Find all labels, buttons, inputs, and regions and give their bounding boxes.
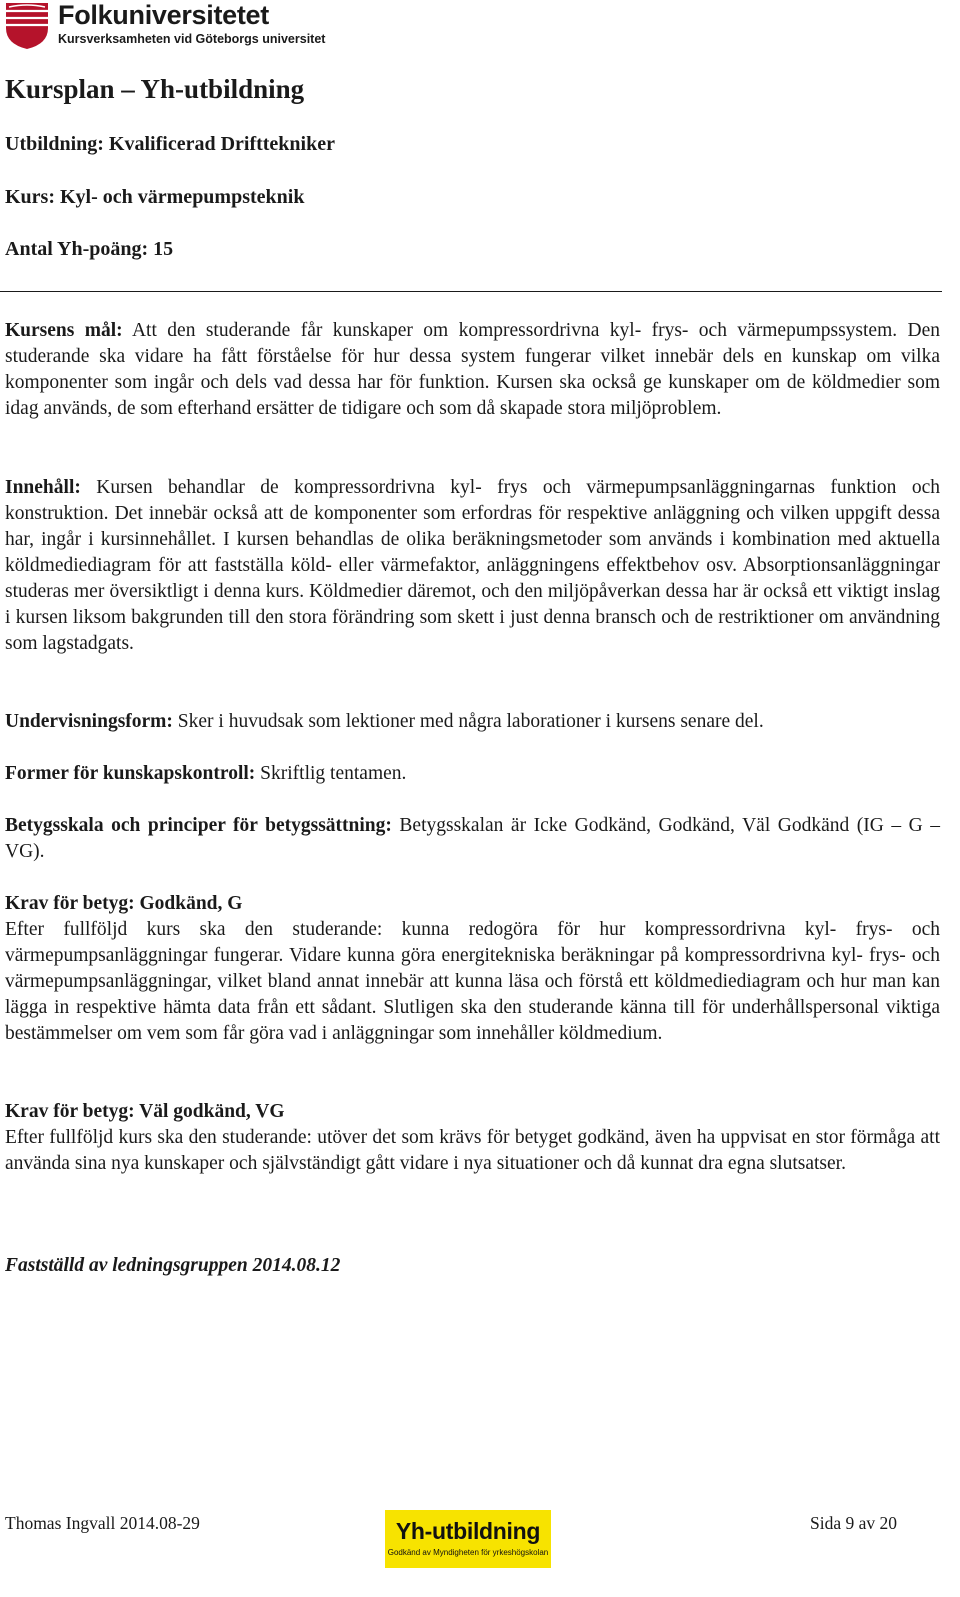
betygsskala-paragraph <box>5 813 940 865</box>
footer-author-date: Thomas Ingvall 2014.08-29 <box>5 1513 200 1533</box>
yh-utbildning-logo <box>385 1510 551 1568</box>
faststalld-note: Fastställd av ledningsgruppen 2014.08.12 <box>5 1255 341 1276</box>
page-number: Sida 9 av 20 <box>809 1513 897 1533</box>
kunskapskontroll-paragraph <box>5 761 940 787</box>
undervisningsform-paragraph <box>5 709 940 735</box>
kunskapskontroll-text: Skriftlig tentamen. <box>255 763 407 784</box>
innehall-label: Innehåll: <box>5 477 81 498</box>
undervisningsform-text: Sker i huvudsak som lektioner med några laborationer i kursens senare del. <box>172 711 764 732</box>
krav-godkand-heading: Krav för betyg: Godkänd, G <box>5 893 243 914</box>
kursens-mal-label: Kursens mål: <box>5 320 123 341</box>
document-title: Kursplan – Yh-utbildning <box>5 74 305 104</box>
krav-godkand-text: Efter fullföljd kurs ska den studerande: kunna redogöra för hur kompressordrivna kyl- frys- och värmepumpsanläggningar fungerar. Vidare kunna göra energitekniska beräkningar på kompressordrivna kyl- frys- och värmepumpsanläggningar, vilket bland annat innebär att kunna läsa och förstå ett köldmediediagram och hur man kan lägga in respektive hämta data från ett sådant. Slutligen ska den studerande känna till för underhållspersonal viktiga bestämmelser om vem som får göra vad i anläggningar som innehåller köldmedium. <box>5 919 940 1044</box>
yh-logo-title: Yh-utbildning <box>395 1518 541 1544</box>
kursens-mal-text: Att den studerande får kunskaper om kompressordrivna kyl- frys- och värmepumpssystem. Den studerande ska vidare ha fått förståelse för hur dessa system fungerar vilket innebär dels en kunskap om vilka komponenter som ingår och dels vad dessa har för funktion. Kursen ska också ge kunskaper om de köldmedier som idag används, de som efterhand ersätter de tidigare och som då skapade stora miljöproblem. <box>5 320 940 419</box>
kursens-mal-paragraph <box>5 318 940 422</box>
undervisningsform-label: Undervisningsform: <box>5 711 173 732</box>
org-name: Folkuniversitetet <box>58 0 269 30</box>
folkuniversitetet-logo <box>4 0 325 52</box>
betygsskala-label: Betygsskala och principer för betygssättning: <box>5 815 392 836</box>
utbildning-line: Utbildning: Kvalificerad Drifttekniker <box>5 133 335 155</box>
yh-logo-subtitle: Godkänd av Myndigheten för yrkeshögskolan <box>387 1548 549 1557</box>
innehall-paragraph <box>5 475 940 657</box>
betygsskala-text: Betygsskalan är Icke Godkänd, Godkänd, Väl Godkänd (IG – G – VG). <box>5 815 940 862</box>
krav-val-godkand-text: Efter fullföljd kurs ska den studerande: utöver det som krävs för betyget godkänd, även ha uppvisat en stor förmåga att använda sina nya kunskaper och självständigt gått vidare i nya situationer och då kunnat dra egna slutsatser. <box>5 1127 940 1174</box>
poang-line: Antal Yh-poäng: 15 <box>5 238 174 260</box>
krav-val-godkand-heading: Krav för betyg: Väl godkänd, VG <box>5 1101 285 1122</box>
kurs-line: Kurs: Kyl- och värmepumpsteknik <box>5 186 305 208</box>
header-divider <box>0 291 942 292</box>
innehall-text: Kursen behandlar de kompressordrivna kyl- frys och värmepumpsanläggningarnas funktion och konstruktion. Det innebär också att de komponenter som erfordras för respektive anläggning och vilken uppgift dessa har, ingår i kursinnehållet. I kursen behandlas de olika beräkningsmetoder som används i kombination med aktuella köldmediediagram för att fastställa köld- eller värmefaktor, anläggningens effektbehov osv. Absorptionsanläggningar studeras mer översiktligt i denna kurs. Köldmedier däremot, och den miljöpåverkan dessa har är också ett viktigt inslag i kursen liksom bakgrunden till den stora förändring som skett i just denna bransch och de restriktioner om användning som lagstadgats. <box>5 477 940 654</box>
org-subtitle: Kursverksamheten vid Göteborgs universitet <box>58 32 326 46</box>
folkuniversitetet-emblem-icon <box>4 0 50 50</box>
kunskapskontroll-label: Former för kunskapskontroll: <box>5 763 256 784</box>
